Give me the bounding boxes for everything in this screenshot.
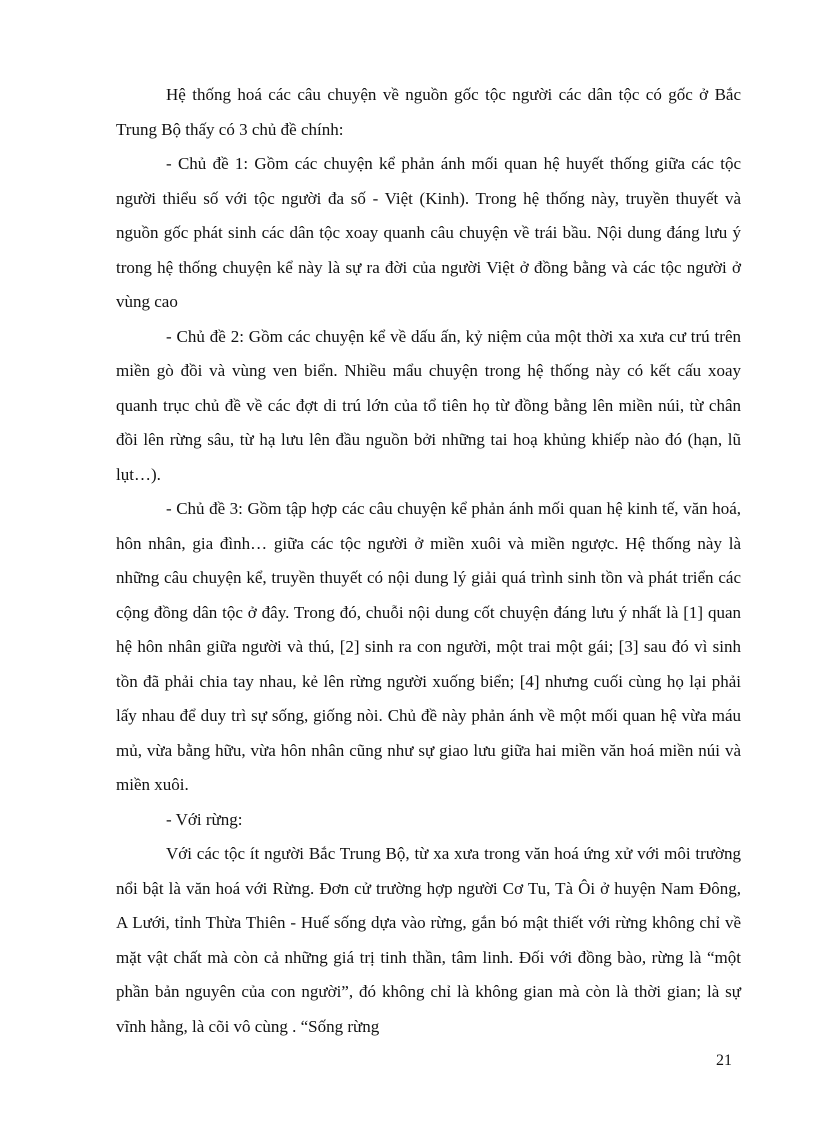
body-text <box>116 78 741 1044</box>
paragraph-forest: Với các tộc ít người Bắc Trung Bộ, từ xa xưa trong văn hoá ứng xử với môi trường nổi bật là văn hoá với Rừng. Đơn cử trường hợp người Cơ Tu, Tà Ôi ở huyện Nam Đông, A Lưới, tỉnh Thừa Thiên - Huế sống dựa vào rừng, gắn bó mật thiết với rừng không chỉ về mặt vật chất mà còn cả những giá trị tinh thần, tâm linh. Đối với đồng bào, rừng là “một phần bản nguyên của con người”, đó không chỉ là không gian mà còn là thời gian; là sự vĩnh hằng, là cõi vô cùng . “Sống rừng <box>116 844 741 1036</box>
paragraph-topic-3: - Chủ đề 3: Gồm tập hợp các câu chuyện kể phản ánh mối quan hệ kinh tế, văn hoá, hôn nhân, gia đình… giữa các tộc người ở miền xuôi và miền ngược. Hệ thống này là những câu chuyện kể, truyền thuyết có nội dung lý giải quá trình sinh tồn và phát triển các cộng đồng dân tộc ở đây. Trong đó, chuỗi nội dung cốt chuyện đáng lưu ý nhất là [1] quan hệ hôn nhân giữa người và thú, [2] sinh ra con người, một trai một gái; [3] sau đó vì sinh tồn đã phải chia tay nhau, kẻ lên rừng người xuống biển; [4] nhưng cuối cùng họ lại phải lấy nhau để duy trì sự sống, giống nòi. Chủ đề này phản ánh về một mối quan hệ vừa máu mủ, vừa bằng hữu, vừa hôn nhân cũng như sự giao lưu giữa hai miền văn hoá miền núi và miền xuôi. <box>116 499 741 794</box>
paragraph-topic-2: - Chủ đề 2: Gồm các chuyện kể về dấu ấn, kỷ niệm của một thời xa xưa cư trú trên miền gò đồi và vùng ven biển. Nhiều mẩu chuyện trong hệ thống này có kết cấu xoay quanh trục chủ đề về các đợt di trú lớn của tổ tiên họ từ đồng bằng lên miền núi, từ chân đồi lên rừng sâu, từ hạ lưu lên đầu nguồn bởi những tai hoạ khủng khiếp nào đó (hạn, lũ lụt…). <box>116 326 741 484</box>
paragraph-forest-heading: - Với rừng: <box>166 809 243 829</box>
paragraph-topic-1: - Chủ đề 1: Gồm các chuyện kể phản ánh mối quan hệ huyết thống giữa các tộc người thiểu số với tộc người đa số - Việt (Kinh). Trong hệ thống này, truyền thuyết và nguồn gốc phát sinh các dân tộc xoay quanh câu chuyện về trái bầu. Nội dung đáng lưu ý trong hệ thống chuyện kể này là sự ra đời của người Việt ở đồng bằng và các tộc người ở vùng cao <box>116 154 741 311</box>
paragraph-intro: Hệ thống hoá các câu chuyện về nguồn gốc tộc người các dân tộc có gốc ở Bắc Trung Bộ thấy có 3 chủ đề chính: <box>116 85 741 139</box>
page-number: 21 <box>716 1052 732 1069</box>
